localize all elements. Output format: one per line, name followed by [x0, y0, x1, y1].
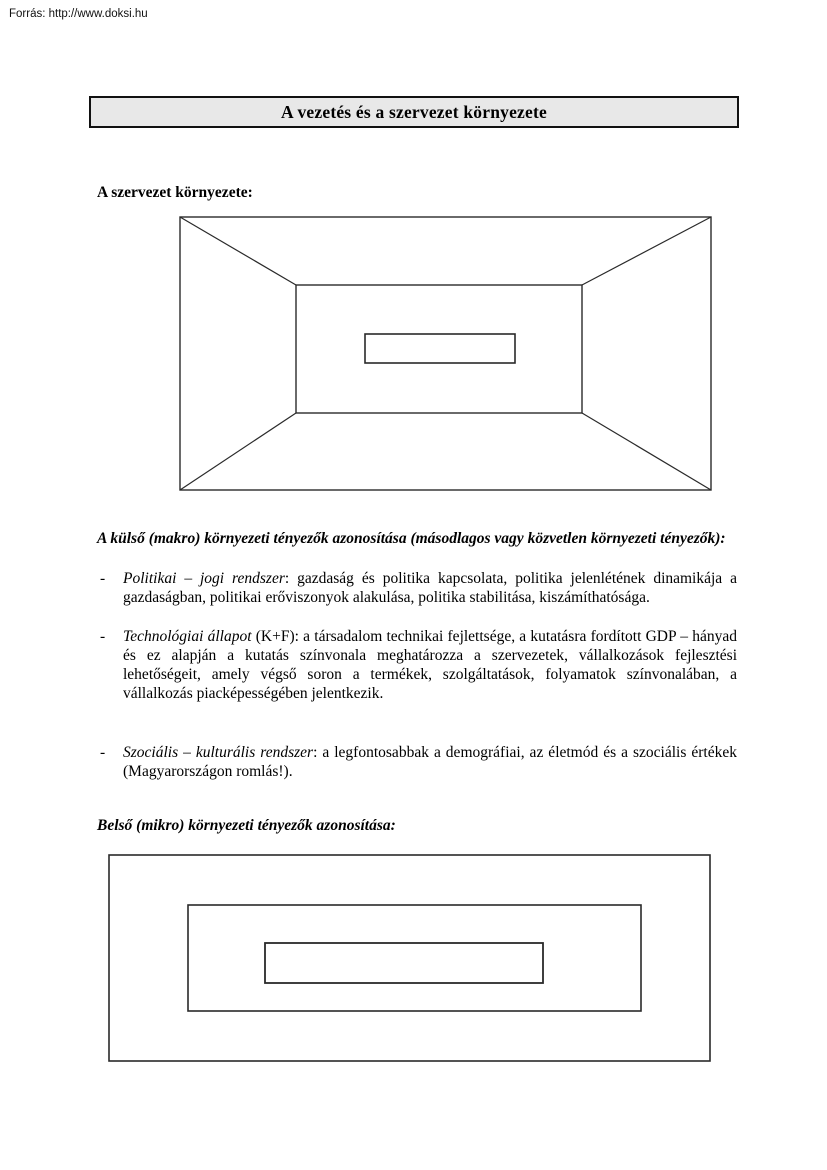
organization-center-rect — [365, 334, 515, 363]
list-item-political-legal — [97, 569, 737, 607]
section-heading-organization-environment: A szervezet környezete: — [97, 184, 253, 201]
title-box — [89, 96, 739, 128]
perspective-line-top-left — [180, 217, 296, 285]
perspective-line-top-right — [582, 217, 711, 285]
middle-micro-rect — [188, 905, 641, 1011]
bullet-lead: Technológiai állapot — [123, 628, 252, 645]
micro-factors-heading: Belső (mikro) környezeti tényezők azonosítása: — [97, 817, 396, 834]
macro-environment-diagram — [179, 216, 713, 492]
perspective-line-bottom-left — [180, 413, 296, 490]
bullet-marker: - — [100, 744, 106, 761]
macro-factors-heading: A külső (makro) környezeti tényezők azonosítása (másodlagos vagy közvetlen környezeti tényezők): — [97, 530, 726, 547]
perspective-line-bottom-right — [582, 413, 711, 490]
bullet-text: : a legfontosabbak a demográfiai, az életmód és a szociális értékek (Magyarországon romlás!). — [123, 744, 737, 780]
bullet-lead: Szociális – kulturális rendszer — [123, 744, 314, 761]
list-item-social-cultural — [97, 743, 737, 781]
middle-environment-rect — [296, 285, 582, 413]
inner-micro-rect — [265, 943, 543, 983]
list-item-technological — [97, 627, 737, 703]
micro-environment-diagram — [108, 854, 712, 1063]
bullet-text: (K+F): a társadalom technikai fejlettsége, a kutatásra fordított GDP – hányad és ez alapján a kutatás színvonala meghatározza a szervezetek, vállalkozások fejlesztési lehetőségeit, amely végső soron a termékek, szolgáltatások, folyamatok színvonalában, a vállalkozás piacképességében jelentkezik. — [123, 628, 737, 702]
page-title: A vezetés és a szervezet környezete — [281, 101, 547, 122]
bullet-text: : gazdaság és politika kapcsolata, politika jelenlétének dinamikája a gazdaságban, politikai erőviszonyok alakulása, politika stabilitása, kiszámíthatósága. — [123, 570, 737, 606]
bullet-marker: - — [100, 570, 106, 587]
bullet-marker: - — [100, 628, 106, 645]
source-url-line: Forrás: http://www.doksi.hu — [9, 8, 148, 20]
outer-environment-rect — [180, 217, 711, 490]
bullet-lead: Politikai – jogi rendszer — [123, 570, 285, 587]
outer-micro-rect — [109, 855, 710, 1061]
